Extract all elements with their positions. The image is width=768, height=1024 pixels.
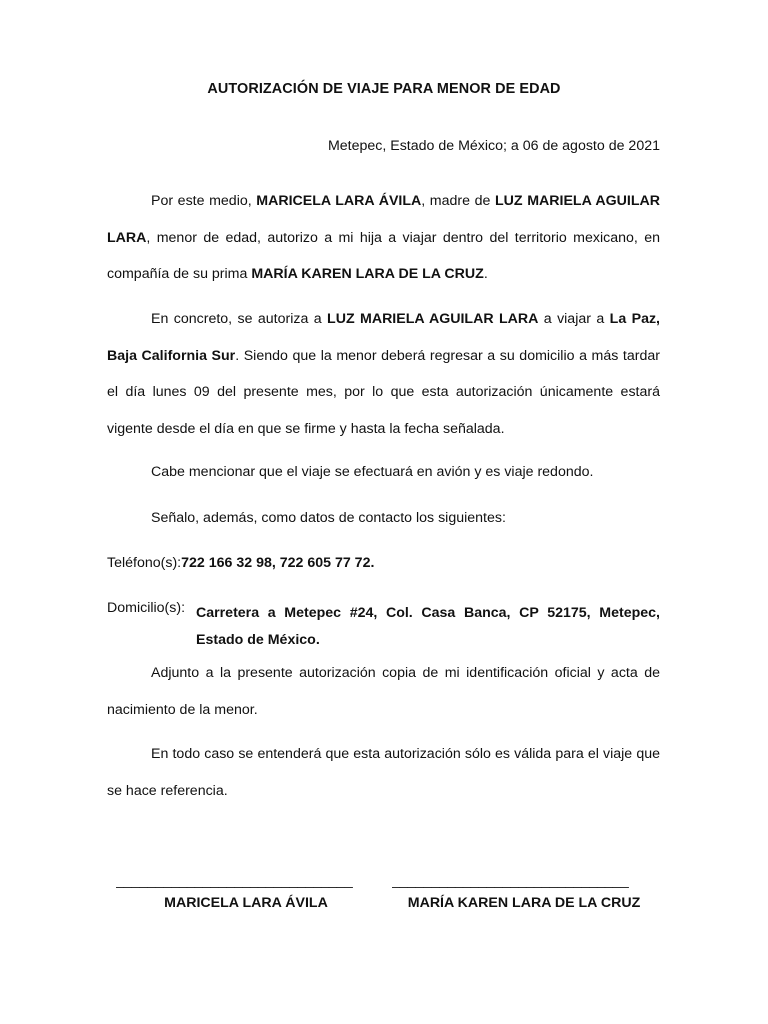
address-value: Carretera a Metepec #24, Col. Casa Banca, CP 52175, Metepec, Estado de México. [196, 605, 660, 648]
minor-name: LUZ MARIELA AGUILAR LARA [107, 193, 660, 246]
signature-line-mother: ______________________________ [116, 873, 353, 889]
p2-text-3: . Siendo que la menor deberá regresar a su domicilio a más tardar el día lunes 09 del presente mes, por lo que esta autorización únicamente estará vigente desde el día en que se firme y hasta la fecha señalada. [107, 347, 660, 437]
address-label: Domicilio(s): [107, 600, 186, 616]
minor-name-2: LUZ MARIELA AGUILAR LARA [327, 311, 539, 327]
paragraph-validity: En todo caso se entenderá que esta autorización sólo es válida para el viaje que se hace referencia. [107, 746, 660, 799]
p1-text-1: Por este medio, [151, 193, 257, 209]
destination: La Paz, Baja California Sur [107, 311, 660, 364]
signature-line-companion: ______________________________ [392, 873, 629, 889]
paragraph-destination [107, 301, 660, 447]
p2-text-2: a viajar a [538, 311, 610, 327]
signature-name-companion: MARÍA KAREN LARA DE LA CRUZ [407, 895, 641, 911]
paragraph-attachments: Adjunto a la presente autorización copia de mi identificación oficial y acta de nacimiento de la menor. [107, 665, 660, 718]
p1-text-3: , menor de edad, autorizo a mi hija a viajar dentro del territorio mexicano, en compañía de su prima [107, 229, 660, 282]
p1-text-4: . [483, 266, 488, 282]
phone-line [107, 555, 374, 571]
mother-name: MARICELA LARA ÁVILA [256, 193, 422, 209]
paragraph-travel-mode: Cabe mencionar que el viaje se efectuará en avión y es viaje redondo. [151, 464, 594, 480]
signature-name-mother: MARICELA LARA ÁVILA [164, 895, 328, 911]
place-date: Metepec, Estado de México; a 06 de agosto de 2021 [327, 138, 660, 154]
p2-text-1: En concreto, se autoriza a [151, 311, 328, 327]
phone-value: 722 166 32 98, 722 605 77 72. [181, 555, 375, 571]
paragraph-authorization [107, 183, 660, 293]
companion-name: MARÍA KAREN LARA DE LA CRUZ [251, 266, 484, 282]
paragraph-contact-intro: Señalo, además, como datos de contacto los siguientes: [151, 510, 506, 526]
document-title: AUTORIZACIÓN DE VIAJE PARA MENOR DE EDAD [207, 81, 561, 97]
phone-label: Teléfono(s): [107, 555, 182, 571]
p1-text-2: , madre de [421, 193, 496, 209]
